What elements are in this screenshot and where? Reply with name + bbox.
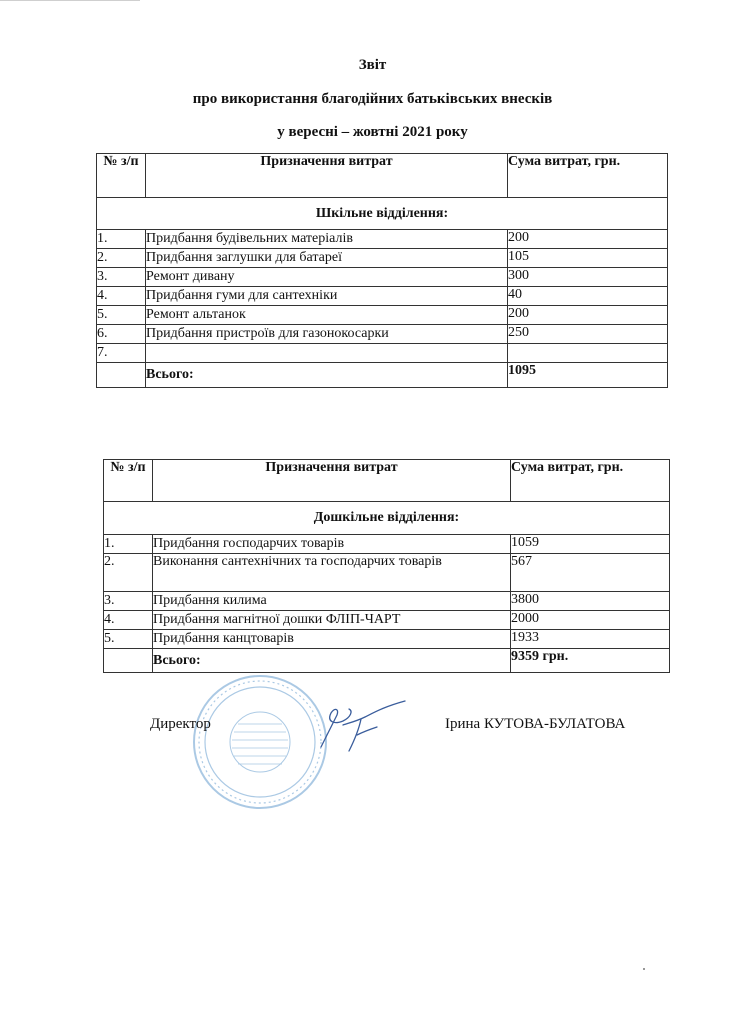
row-purpose: Придбання будівельних матеріалів bbox=[146, 230, 508, 249]
total-value: 9359 грн. bbox=[511, 649, 670, 673]
table-header-row bbox=[104, 460, 670, 502]
row-sum: 567 bbox=[511, 554, 670, 592]
director-label: Директор bbox=[150, 716, 211, 732]
row-purpose: Придбання господарчих товарів bbox=[153, 535, 511, 554]
row-sum: 105 bbox=[508, 249, 668, 268]
row-number: 3. bbox=[97, 268, 146, 287]
table-row bbox=[97, 344, 668, 363]
row-purpose: Ремонт альтанок bbox=[146, 306, 508, 325]
row-number: 5. bbox=[104, 630, 153, 649]
row-number: 2. bbox=[97, 249, 146, 268]
row-sum: 200 bbox=[508, 306, 668, 325]
row-sum: 250 bbox=[508, 325, 668, 344]
row-purpose: Придбання килима bbox=[153, 592, 511, 611]
section-title: Шкільне відділення: bbox=[97, 198, 668, 230]
table-row bbox=[104, 535, 670, 554]
row-number: 1. bbox=[97, 230, 146, 249]
row-number: 4. bbox=[97, 287, 146, 306]
table-row bbox=[104, 592, 670, 611]
section-row bbox=[104, 502, 670, 535]
preschool-expenses-table bbox=[103, 459, 670, 673]
scan-edge-line bbox=[0, 0, 140, 1]
row-purpose: Придбання гуми для сантехніки bbox=[146, 287, 508, 306]
total-row bbox=[104, 649, 670, 673]
row-sum: 1059 bbox=[511, 535, 670, 554]
report-period: у вересні – жовтні 2021 року bbox=[277, 124, 468, 140]
row-sum bbox=[508, 344, 668, 363]
table-row bbox=[97, 325, 668, 344]
total-value: 1095 bbox=[508, 363, 668, 388]
row-purpose: Придбання заглушки для батареї bbox=[146, 249, 508, 268]
row-purpose: Придбання канцтоварів bbox=[153, 630, 511, 649]
header-purpose: Призначення витрат bbox=[146, 154, 508, 198]
header-purpose: Призначення витрат bbox=[153, 460, 511, 502]
row-number: 3. bbox=[104, 592, 153, 611]
table-row bbox=[97, 230, 668, 249]
header-number: № з/п bbox=[104, 460, 153, 502]
row-sum: 40 bbox=[508, 287, 668, 306]
row-purpose bbox=[146, 344, 508, 363]
row-number: 5. bbox=[97, 306, 146, 325]
handwritten-signature-image bbox=[313, 695, 408, 755]
section-row bbox=[97, 198, 668, 230]
total-label: Всього: bbox=[153, 649, 511, 673]
total-row bbox=[97, 363, 668, 388]
header-sum: Сума витрат, грн. bbox=[511, 460, 670, 502]
table-row bbox=[97, 287, 668, 306]
table-row bbox=[104, 554, 670, 592]
row-number: 7. bbox=[97, 344, 146, 363]
row-purpose: Виконання сантехнічних та господарчих товарів bbox=[153, 554, 511, 592]
table-row bbox=[104, 611, 670, 630]
table-row bbox=[97, 268, 668, 287]
school-expenses-table bbox=[96, 153, 668, 388]
total-number-cell bbox=[104, 649, 153, 673]
row-sum: 200 bbox=[508, 230, 668, 249]
total-number-cell bbox=[97, 363, 146, 388]
official-stamp-image bbox=[190, 672, 330, 812]
director-name: Ірина КУТОВА-БУЛАТОВА bbox=[445, 716, 626, 732]
table-row bbox=[97, 306, 668, 325]
row-number: 2. bbox=[104, 554, 153, 592]
scan-speck bbox=[643, 968, 645, 970]
row-sum: 3800 bbox=[511, 592, 670, 611]
row-number: 1. bbox=[104, 535, 153, 554]
section-title: Дошкільне відділення: bbox=[104, 502, 670, 535]
table-header-row bbox=[97, 154, 668, 198]
row-purpose: Придбання магнітної дошки ФЛІП-ЧАРТ bbox=[153, 611, 511, 630]
header-number: № з/п bbox=[97, 154, 146, 198]
row-sum: 2000 bbox=[511, 611, 670, 630]
report-title: Звіт bbox=[358, 57, 387, 73]
report-subtitle: про використання благодійних батьківських внесків bbox=[192, 91, 553, 107]
row-purpose: Придбання пристроїв для газонокосарки bbox=[146, 325, 508, 344]
table-row bbox=[97, 249, 668, 268]
row-purpose: Ремонт дивану bbox=[146, 268, 508, 287]
header-sum: Сума витрат, грн. bbox=[508, 154, 668, 198]
table-row bbox=[104, 630, 670, 649]
row-sum: 300 bbox=[508, 268, 668, 287]
row-number: 6. bbox=[97, 325, 146, 344]
row-number: 4. bbox=[104, 611, 153, 630]
row-sum: 1933 bbox=[511, 630, 670, 649]
total-label: Всього: bbox=[146, 363, 508, 388]
